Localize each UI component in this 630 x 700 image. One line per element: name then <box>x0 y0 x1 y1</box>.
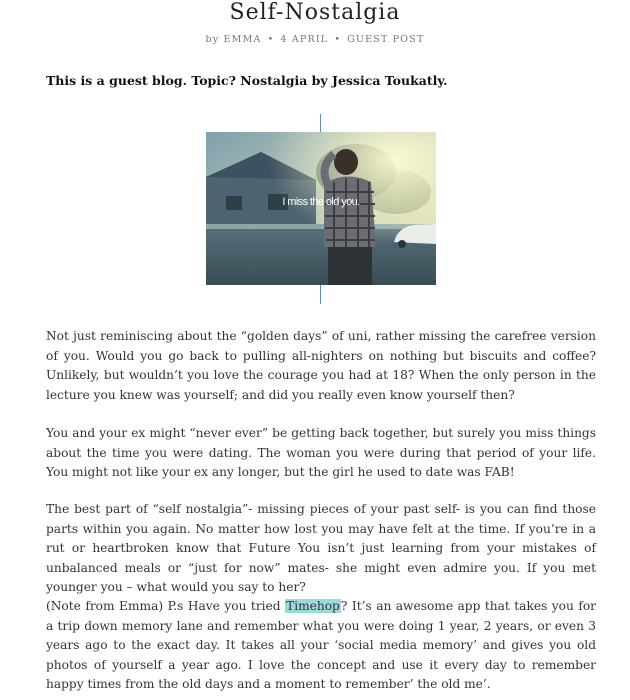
post-title: Self-Nostalgia <box>229 0 401 25</box>
paragraph-2: You and your ex might “never ever” be getting back together, but surely you miss things about the time you were dating. The woman you were during that period of your life. You might not like your ex any longer, but the girl he used to date was FAB! <box>46 426 596 479</box>
image-caption: I miss the old you. <box>282 196 360 208</box>
meta-separator: • <box>334 34 342 45</box>
image-guide-line-bottom <box>320 285 321 304</box>
intro-text: This is a guest blog. Topic? Nostalgia by Jessica Toukatly. <box>46 73 448 88</box>
post-image[interactable] <box>206 132 436 285</box>
timehop-link[interactable]: Timehop <box>286 599 340 613</box>
photo-illustration <box>206 132 436 285</box>
paragraph-1: Not just reminiscing about the “golden days” of uni, rather missing the carefree version of you. Would you go back to pulling all-nighters on nothing but biscuits and coffee? Unlikely, but wouldn’t you love the courage you had at 18? When the only person in the lecture you knew was yourself; and did you really even know yourself then? <box>46 329 596 402</box>
paragraph-4-start: (Note from Emma) P.s Have you tried <box>46 599 286 613</box>
post-author[interactable]: by EMMA <box>205 34 262 45</box>
post-category[interactable]: GUEST POST <box>347 34 425 45</box>
post-meta <box>0 34 630 45</box>
image-guide-line-top <box>320 114 321 132</box>
paragraph-4 <box>46 597 596 695</box>
meta-separator: • <box>267 34 275 45</box>
paragraph-4-end: ? It’s an awesome app that takes you for a trip down memory lane and remember what you were doing 1 year, 2 years, or even 3 years ago to the exact day. It takes all your ‘social media memory’ and gives you old photos of yourself a year ago. I love the concept and use it every day to remember happy times from the old days and a moment to remember’ the old me’. <box>46 599 597 691</box>
post-date: 4 APRIL <box>280 34 329 45</box>
paragraph-3: The best part of “self nostalgia”- missing pieces of your past self- is you can find those parts within you again. No matter how lost you may have felt at the time. If you’re in a rut or heartbroken know that Future You isn’t just learning from your mistakes of unbalanced meals or “just for now” mates- she might even admire you. If you met younger you – what would you say to her? <box>46 502 596 594</box>
